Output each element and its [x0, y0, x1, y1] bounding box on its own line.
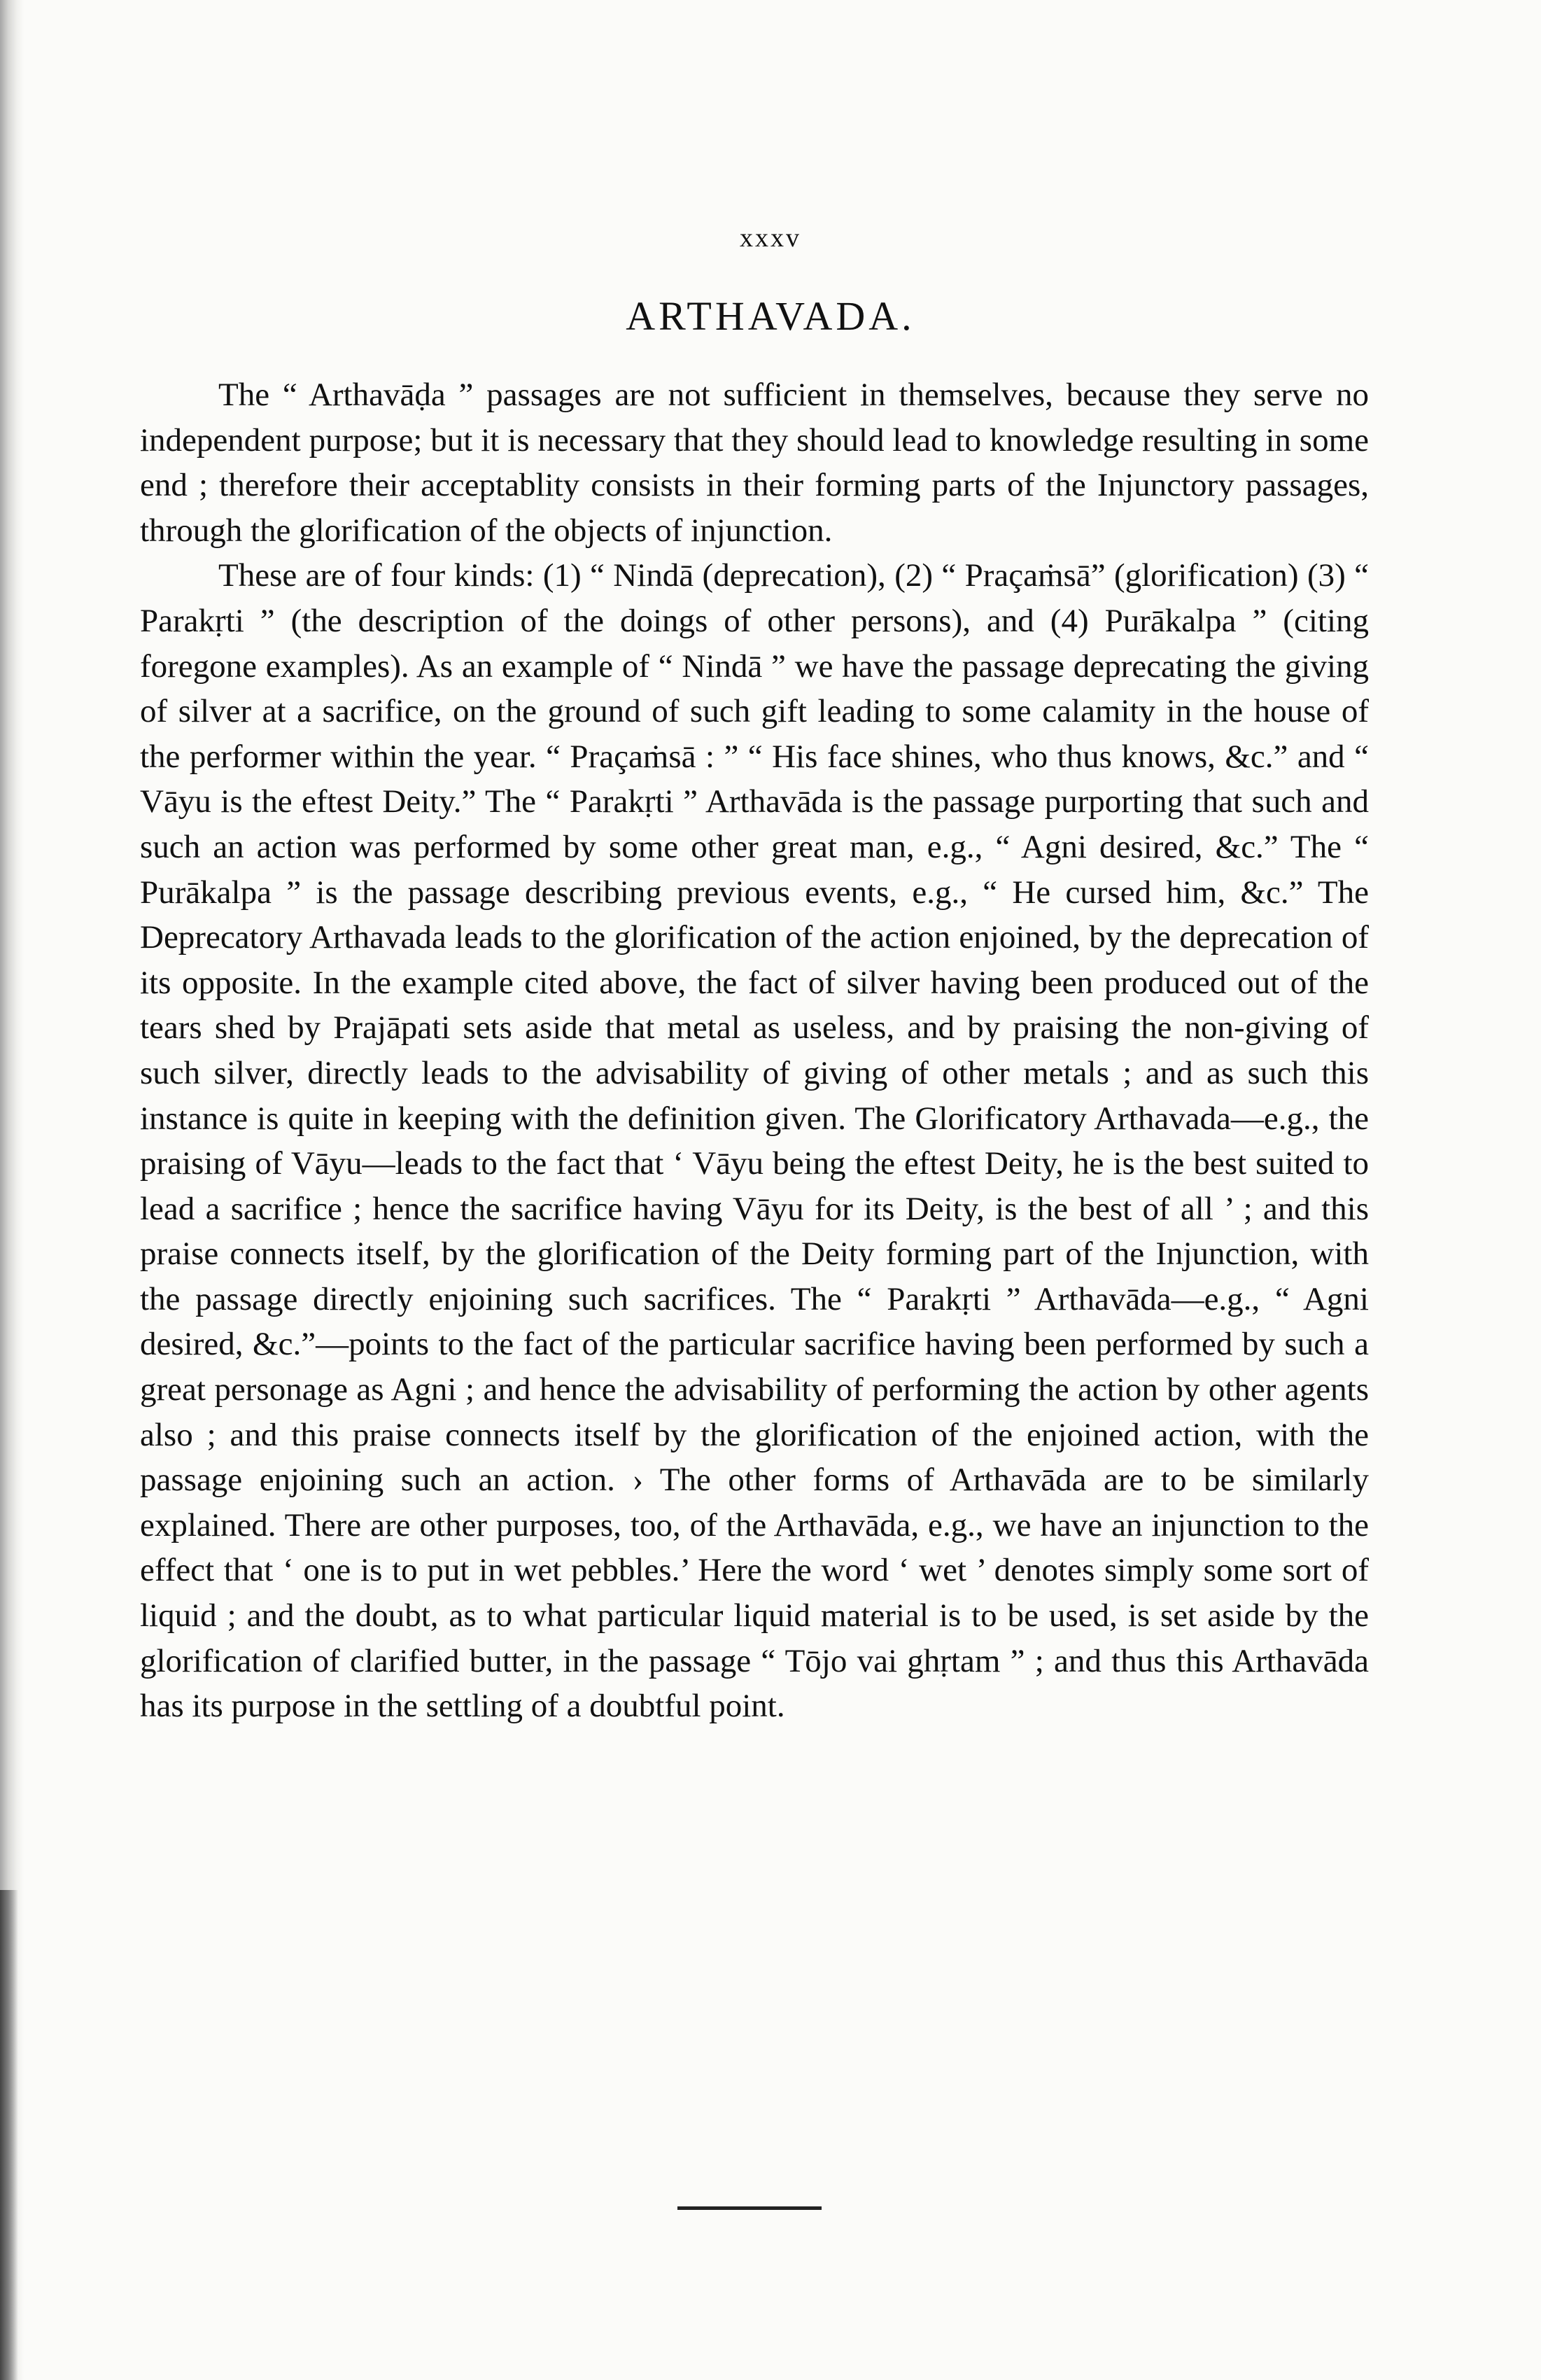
section-title: ARTHAVADA. [626, 293, 915, 339]
section-end-rule [677, 2206, 822, 2210]
paragraph-intro: The “ Arthavāḍa ” passages are not sufficient in themselves, because they serve no independent purpose; but it is necessary that they should lead to knowledge resulting in some end ; therefore their acceptablity consists in their forming parts of the Injunctory passages, through the glorification of the objects of injunction. [140, 377, 1369, 549]
page-folio-number: xxxv [740, 223, 801, 253]
paragraph-four-kinds: These are of four kinds: (1) “ Nindā (deprecation), (2) “ Praçaṁsā” (glorification) (3) “ Parakṛti ” (the description of the doings of other persons), and (4) Purākalpa ” (citing foregone examples). As an example of “ Nindā ” we have the passage deprecating the giving of silver at a sacrifice, on the ground of such gift leading to some calamity in the house of the performer within the year. “ Praçaṁsā : ” “ His face shines, who thus knows, &c.” and “ Vāyu is the eftest Deity.” The “ Parakṛti ” Arthavāda is the passage purporting that such and such an action was performed by some other great man, e.g., “ Agni desired, &c.” The “ Purākalpa ” is the passage describing previous events, e.g., “ He cursed him, &c.” The Deprecatory Arthavada leads to the glorification of the action enjoined, by the deprecation of its opposite. In the example cited above, the fact of silver having been produced out of the tears shed by Prajāpati sets aside that metal as useless, and by praising the non-giving of such silver, directly leads to the advisability of giving of other metals ; and as such this instance is quite in keeping with the definition given. The Glorificatory Arthavada—e.g., the praising of Vāyu—leads to the fact that ‘ Vāyu being the eftest Deity, he is the best suited to lead a sacrifice ; hence the sacrifice having Vāyu for its Deity, is the best of all ’ ; and this praise connects itself, by the glorification of the Deity forming part of the Injunction, with the passage directly enjoining such sacrifices. The “ Parakṛti ” Arthavāda—e.g., “ Agni desired, &c.”—points to the fact of the particular sacrifice having been performed by such a great personage as Agni ; and hence the advisability of performing the action by other agents also ; and this praise connects itself by the glorification of the enjoined action, with the passage enjoining such an action. › The other forms of Arthavāda are to be similarly explained. There are other purposes, too, of the Arthavāda, e.g., we have an injunction to the effect that ‘ one is to put in wet pebbles.’ Here the word ‘ wet ’ denotes simply some sort of liquid ; and the doubt, as to what particular liquid material is to be used, is set aside by the glorification of clarified butter, in the passage “ Tōjo vai ghṛtam ” ; and thus this Arthavāda has its purpose in the settling of a doubtful point. [140, 557, 1369, 1725]
binding-edge-dark-strip [0, 1890, 18, 2380]
body-text [140, 372, 1369, 1729]
